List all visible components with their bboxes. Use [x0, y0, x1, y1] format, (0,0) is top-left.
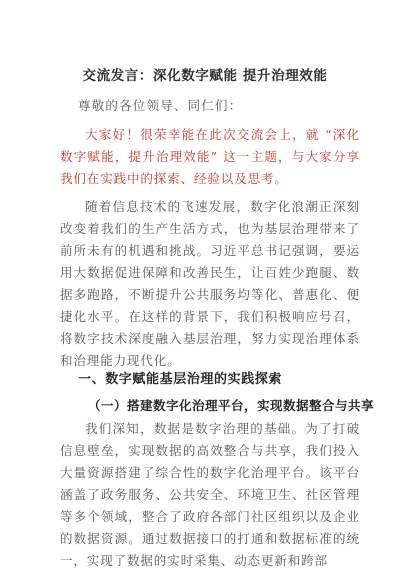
section-heading: 一、数字赋能基层治理的实践探索	[78, 372, 283, 387]
paragraph-background: 随着信息技术的飞速发展，数字化浪潮正深刻改变着我们的生产生活方式，也为基层治理带来了前所未有的机遇和挑战。习近平总书记强调，要运用大数据促进保障和改善民生，让百姓少跑腿、数据多跑路，不断提升公共服务均等化、普惠化、便捷化水平。在这样的背景下，我们积极响应号召，将数字技术深度融入基层治理，努力实现治理体系和治理能力现代化。	[60, 199, 360, 368]
subsection-heading: （一）搭建数字化治理平台，实现数据整合与共享	[88, 398, 375, 413]
document-title: 交流发言：深化数字赋能 提升治理效能	[82, 68, 328, 84]
paragraph-greeting: 大家好！很荣幸能在此次交流会上，就 “深化数字赋能，提升治理效能” 这一主题，与大家分享我们在实践中的探索、经验以及思考。	[60, 127, 360, 186]
paragraph-platform: 我们深知，数据是数字治理的基础。为了打破信息壁垒，实现数据的高效整合与共享，我们投入大量资源搭建了综合性的数字化治理平台。该平台涵盖了政务服务、公共安全、环境卫生、社区管理等多个领域，整合了政府各部门社区组织以及企业的数据资源。通过数据接口的打通和数据标准的统一，实现了数据的实时采集、动态更新和跨部	[60, 421, 360, 568]
salutation: 尊敬的各位领导、同仁们：	[78, 98, 243, 113]
